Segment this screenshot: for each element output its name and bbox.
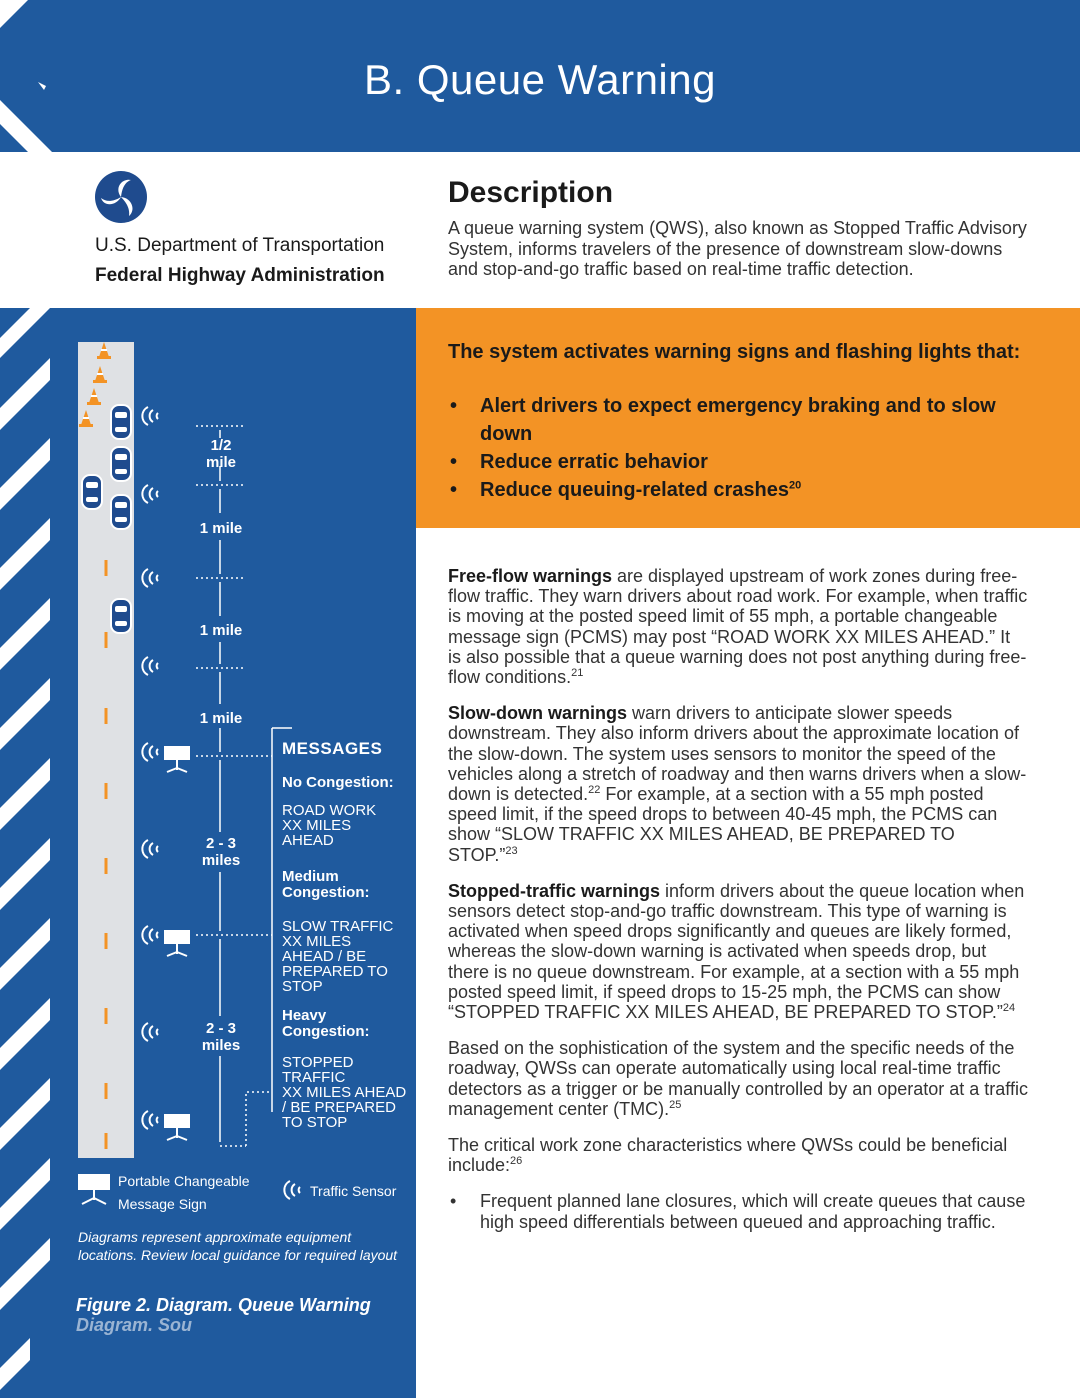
callout-intro: The system activates warning signs and flashing lights that: <box>448 341 1021 363</box>
description-heading: Description <box>448 176 614 209</box>
list-item: • Reduce erratic behavior <box>450 451 708 473</box>
medium-congestion-label: Medium Congestion: <box>282 868 370 901</box>
figure-caption: Figure 2. Diagram. Queue Warning Diagram. Sou <box>76 1295 371 1335</box>
pcms-sign-icon <box>164 746 190 1140</box>
legend-pcms: Portable Changeable Message Sign <box>118 1173 250 1212</box>
slowdown-paragraph: Slow-down warnings warn drivers to anticipate slower speeds downstream. They also inform drivers about the approximate location of the slow-down. The system uses sensors to monitor the speed of the vehicles along a stretch of roadway and then warns drivers when a slow-down is detected.$^{22}$ For example, at a section with a 55 mph posted speed limit, if the speed drops to between 40-45 mph, the PCMS can show “SLOW TRAFFIC XX MILES AHEAD, BE PREPARED TO STOP.”$^{23}$ <box>448 703 1027 865</box>
traffic-sensor-icon <box>142 407 158 1129</box>
sophistication-paragraph: Based on the sophistication of the system and the specific needs of the roadway, QWSs can operate automatically using local real-time traffic detectors as a trigger or be manually controlled by an operator at a traffic management center (TMC).$^{25}$ <box>448 1038 1028 1119</box>
callout-box <box>416 308 1080 528</box>
critical-list <box>448 1191 1028 1231</box>
page-title: B. Queue Warning <box>364 56 716 103</box>
callout-list <box>448 392 1048 504</box>
distance-label: 1 mile <box>199 710 243 727</box>
usdot-logo-icon <box>94 170 148 224</box>
diagram-disclaimer: Diagrams represent approximate equipment locations. Review local guidance for required layout <box>78 1229 398 1263</box>
diagram-stripes <box>0 308 50 1390</box>
page-header <box>0 0 1080 152</box>
distance-label: 1/2 mile <box>205 437 236 471</box>
list-item: • Reduce queuing-related crashes$^{20}$ <box>450 479 802 501</box>
body-text <box>448 566 1028 1232</box>
list-item: • Alert drivers to expect emergency braking and to slow down <box>450 395 996 445</box>
queue-warning-diagram <box>0 308 416 1398</box>
medium-congestion-message: SLOW TRAFFIC XX MILES AHEAD / BE PREPARED TO STOP <box>282 918 394 995</box>
heavy-congestion-message: STOPPED TRAFFIC XX MILES AHEAD / BE PREPARED TO STOP <box>282 1054 407 1131</box>
agency-logo-block <box>92 168 412 298</box>
critical-paragraph: The critical work zone characteristics where QWSs could be beneficial include:$^{26}$ <box>448 1135 1008 1176</box>
list-item: • Frequent planned lane closures, which will create queues that cause high speed differentials between queued and approaching traffic. <box>450 1191 1026 1232</box>
freeflow-paragraph: Free-flow warnings are displayed upstream of work zones during free-flow traffic. They warn drivers about road work. For example, when traffic is moving at the posted speed limit of 55 mph, a portable changeable message sign (PCMS) may post “ROAD WORK XX MILES AHEAD.” It is also possible that a queue warning does not post anything during free-flow conditions.$^{21}$ <box>448 566 1028 688</box>
distance-label: 2 - 3 miles <box>201 835 241 869</box>
department-name: U.S. Department of Transportation <box>95 235 385 256</box>
no-congestion-label: No Congestion: <box>282 774 394 791</box>
description-text: A queue warning system (QWS), also known as Stopped Traffic Advisory System, informs travelers of the presence of downstream slow-downs and stop-and-go traffic based on real-time traffic detection. <box>448 218 1027 279</box>
distance-label: 2 - 3 miles <box>201 1020 241 1054</box>
agency-name: Federal Highway Administration <box>95 265 385 286</box>
messages-title: MESSAGES <box>282 739 383 758</box>
heavy-congestion-label: Heavy Congestion: <box>282 1007 370 1040</box>
footnote-ref: 20 <box>788 479 802 492</box>
legend-sensor: Traffic Sensor <box>310 1183 397 1199</box>
no-congestion-message: ROAD WORK XX MILES AHEAD <box>282 802 377 849</box>
distance-label: 1 mile <box>199 520 243 537</box>
stopped-paragraph: Stopped-traffic warnings inform drivers about the queue location when sensors detect stop-and-go traffic downstream. This type of warning is activated when speed drops significantly and queues are likely formed, whereas the slow-down warning is activated when speeds drop, but there is no queue downstream. For example, at a section with a 55 mph posted speed limit, if speed drops to 15-25 mph, the PCMS can show “STOPPED TRAFFIC XX MILES AHEAD, BE PREPARED TO STOP.”$^{24}$ <box>448 880 1025 1023</box>
distance-label: 1 mile <box>199 622 243 639</box>
